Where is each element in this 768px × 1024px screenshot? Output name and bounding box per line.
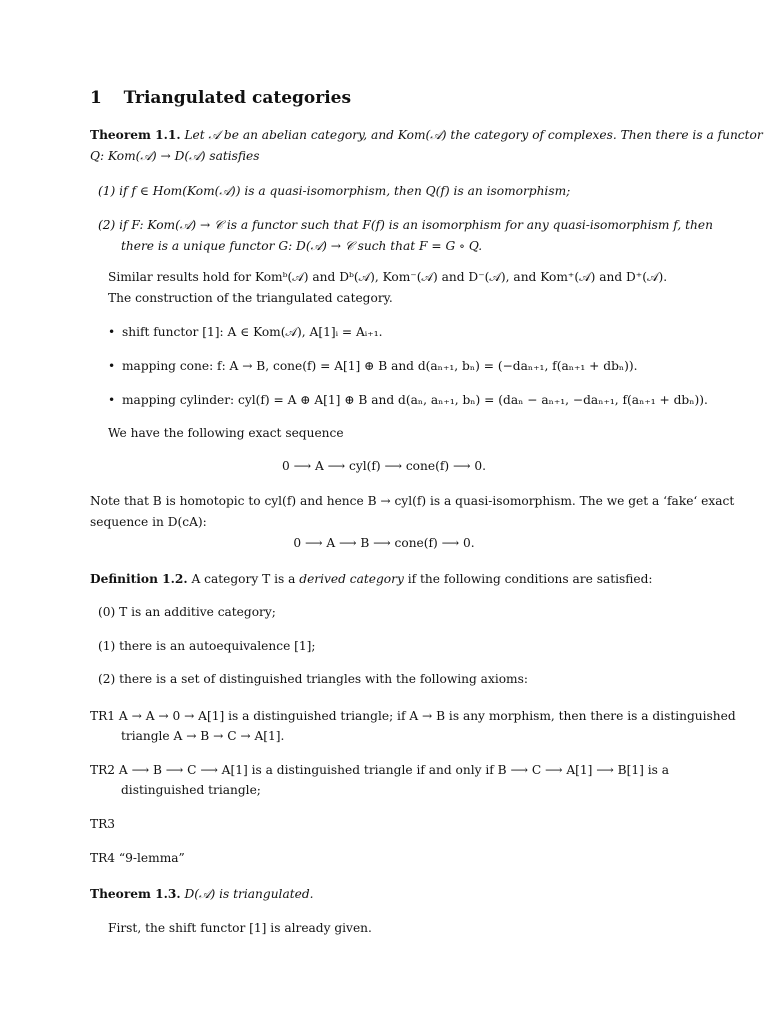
definition-item: (0) T is an additive category;	[98, 605, 276, 619]
proof-first-line: First, the shift functor [1] is already given.	[108, 921, 372, 935]
bullet-text: mapping cylinder: cyl(f) = A ⊕ A[1] ⊕ B and d(aₙ, aₙ₊₁, bₙ) = (daₙ − aₙ₊₁, −daₙ₊₁, f(aₙ₊₁ + dbₙ)).	[122, 393, 708, 407]
definition-text-b: if the following conditions are satisfied:	[407, 572, 653, 586]
axiom-tr4: TR4 “9-lemma”	[90, 851, 185, 865]
theorem-1-1-item2-line1: (2) if F: Kom(𝒜) → 𝒞 is a functor such that F(f) is an isomorphism for any quasi-isomorphism f, then	[98, 218, 713, 232]
exact-sequence-1: 0 ⟶ A ⟶ cyl(f) ⟶ cone(f) ⟶ 0.	[282, 459, 486, 473]
definition-item: (2) there is a set of distinguished triangles with the following axioms:	[98, 672, 528, 686]
bullet-text: mapping cone: f: A → B, cone(f) = A[1] ⊕ B and d(aₙ₊₁, bₙ) = (−daₙ₊₁, f(aₙ₊₁ + dbₙ)).	[122, 359, 638, 373]
theorem-1-3-text: D(𝒜) is triangulated.	[184, 887, 314, 901]
bullet-item	[108, 390, 708, 410]
construction-text: The construction of the triangulated category.	[108, 291, 393, 305]
axiom-tr3: TR3	[90, 817, 116, 831]
theorem-1-1-line2: Q: Kom(𝒜) → D(𝒜) satisfies	[90, 149, 260, 163]
theorem-1-3-label: Theorem 1.3.	[90, 887, 181, 901]
definition-text-a: A category T is a	[191, 572, 296, 586]
theorem-1-1-item2-line2: there is a unique functor G: D(𝒜) → 𝒞 such that F = G ∘ Q.	[121, 239, 483, 253]
similar-results: Similar results hold for Komᵇ(𝒜) and Dᵇ(𝒜), Kom⁻(𝒜) and D⁻(𝒜), and Kom⁺(𝒜) and D⁺(𝒜).	[108, 270, 668, 284]
axiom-tr2-line2: distinguished triangle;	[121, 783, 261, 797]
axiom-tr1-line1: TR1 A → A → 0 → A[1] is a distinguished triangle; if A → B is any morphism, then there is a distinguished	[90, 709, 736, 723]
definition-1-2	[90, 569, 653, 589]
bullet-icon: •	[108, 393, 116, 407]
note-line2: sequence in D(cA):	[90, 515, 207, 529]
bullet-item	[108, 322, 382, 342]
section-title: Triangulated categories	[123, 88, 352, 108]
axiom-tr1-line2: triangle A → B → C → A[1].	[121, 729, 285, 743]
section-heading	[90, 88, 351, 109]
note-line1: Note that B is homotopic to cyl(f) and hence B → cyl(f) is a quasi-isomorphism. The we get a ‘fake‘ exact	[90, 494, 735, 508]
axiom-tr2-line1: TR2 A ⟶ B ⟶ C ⟶ A[1] is a distinguished triangle if and only if B ⟶ C ⟶ A[1] ⟶ B[1] is a	[90, 763, 670, 777]
bullet-item	[108, 356, 638, 376]
theorem-1-1-line1	[90, 125, 763, 145]
exact-sequence-intro: We have the following exact sequence	[108, 426, 344, 440]
bullet-text: shift functor [1]: A ∈ Kom(𝒜), A[1]ᵢ = Aᵢ₊₁.	[122, 325, 383, 339]
theorem-1-1-text: Let 𝒜 be an abelian category, and Kom(𝒜) the category of complexes. Then there is a functor	[184, 128, 763, 142]
theorem-1-3	[90, 884, 314, 904]
exact-sequence-2: 0 ⟶ A ⟶ B ⟶ cone(f) ⟶ 0.	[293, 536, 475, 550]
bullet-icon: •	[108, 359, 116, 373]
bullet-icon: •	[108, 325, 116, 339]
theorem-1-1-label: Theorem 1.1.	[90, 128, 181, 142]
definition-item: (1) there is an autoequivalence [1];	[98, 639, 316, 653]
definition-1-2-label: Definition 1.2.	[90, 572, 188, 586]
theorem-1-1-item1: (1) if f ∈ Hom(Kom(𝒜)) is a quasi-isomorphism, then Q(f) is an isomorphism;	[98, 184, 571, 198]
definition-emphasis: derived category	[299, 572, 404, 586]
section-number: 1	[90, 88, 102, 108]
